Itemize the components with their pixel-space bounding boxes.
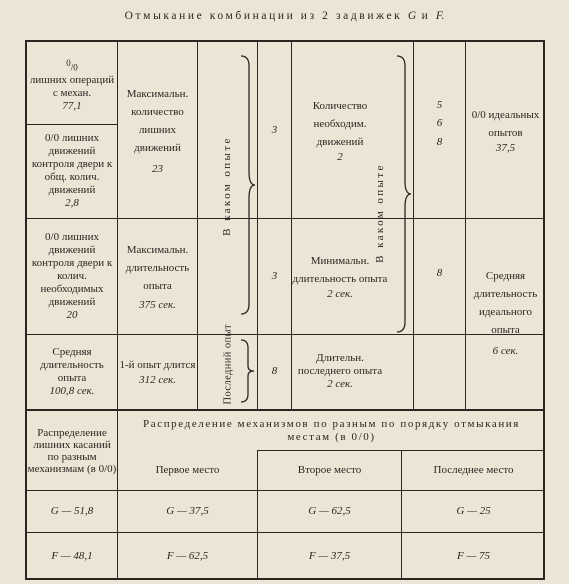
table-cell: F — 75 bbox=[457, 550, 490, 562]
last-trial-duration-label: Длительн. последнего опыта bbox=[297, 352, 383, 377]
ideal-trial-4: 8 bbox=[436, 266, 443, 279]
door-control-total-lead: 0/0 лишних bbox=[45, 132, 99, 144]
first-trial-label: 1-й опыт длится bbox=[119, 359, 196, 371]
extra-ops-value: 77,1 bbox=[62, 100, 82, 113]
door-control-total-cell bbox=[27, 124, 117, 218]
avg-duration-cell bbox=[27, 334, 117, 409]
ideal-pct-label: 0/0 идеальных опытов bbox=[471, 108, 540, 139]
extra-ops-label: лишних операций с механ. bbox=[29, 74, 115, 100]
trial-number-2: 3 bbox=[271, 269, 278, 282]
rule bbox=[197, 42, 198, 409]
extra-ops-cell: $^0$/0 лишних операций с механ. 77,1 bbox=[27, 46, 117, 124]
max-duration-label: Максимальн. длительность опыта bbox=[125, 243, 190, 292]
ideal-avg-duration-cell bbox=[466, 242, 545, 382]
door-control-total-value: 2,8 bbox=[65, 197, 79, 209]
last-trial-duration-cell bbox=[292, 334, 388, 409]
door-control-needed-value: 20 bbox=[66, 308, 78, 321]
door-control-needed-cell bbox=[27, 218, 117, 334]
door-control-needed-lead: 0/0 лишних bbox=[45, 230, 99, 243]
max-extra-moves-label: Максимальн. количество лишних движений bbox=[126, 87, 189, 154]
door-control-total-label: движений контроля двери к общ. колич. движений bbox=[31, 145, 113, 196]
table-title bbox=[0, 10, 569, 22]
ideal-trial-1: 5 bbox=[436, 98, 443, 111]
brace-3 bbox=[393, 54, 413, 334]
touches-distribution-header: Распределение лишних касаний по разным механизмам (в 0/0) bbox=[27, 426, 117, 475]
table-cell: F — 62,5 bbox=[166, 550, 209, 562]
second-place-header: Второе место bbox=[297, 464, 362, 476]
table-cell: G — 51,8 bbox=[50, 505, 94, 517]
max-extra-moves-cell bbox=[118, 42, 197, 218]
first-trial-cell bbox=[118, 334, 197, 409]
ideal-pct-cell bbox=[466, 42, 545, 218]
ideal-pct-value: 37,5 bbox=[495, 141, 516, 154]
data-table bbox=[25, 40, 545, 580]
needed-moves-label: Количество необходим. движений bbox=[312, 99, 368, 148]
max-duration-cell bbox=[118, 218, 197, 334]
table-cell: G — 62,5 bbox=[308, 505, 351, 517]
min-duration-label: Минимальн. длительность опыта bbox=[292, 254, 388, 285]
title-text: Отмыкание комбинации из 2 задвижек bbox=[124, 10, 403, 22]
last-trial-label: Последний опыт bbox=[222, 324, 234, 405]
avg-duration-value: 100,8 сек. bbox=[49, 384, 95, 397]
title-and: и bbox=[421, 10, 431, 22]
table-cell: F — 37,5 bbox=[308, 550, 351, 562]
title-g: G bbox=[407, 10, 417, 22]
avg-duration-label: Средняя длительность опыта bbox=[40, 345, 104, 384]
trial-number-3: 8 bbox=[271, 365, 278, 377]
brace-2 bbox=[237, 338, 257, 404]
last-trial-duration-value: 2 сек. bbox=[327, 378, 353, 390]
max-extra-moves-value: 23 bbox=[152, 162, 163, 175]
table-cell: G — 37,5 bbox=[166, 505, 209, 517]
table-cell: G — 25 bbox=[456, 505, 491, 517]
ideal-trial-2: 6 bbox=[436, 116, 443, 129]
table-cell: F — 48,1 bbox=[51, 550, 93, 562]
brace-1 bbox=[237, 54, 257, 316]
in-which-trial-label-1: В каком опыте bbox=[221, 136, 233, 236]
ideal-trial-3: 8 bbox=[436, 135, 443, 148]
title-f: F. bbox=[435, 10, 445, 22]
ideal-avg-duration-value: 6 сек. bbox=[492, 344, 519, 357]
door-control-needed-label: движений контроля двери к колич. необходимых движений bbox=[31, 243, 113, 308]
needed-moves-value: 2 bbox=[337, 150, 343, 163]
first-trial-value: 312 сек. bbox=[139, 374, 176, 386]
last-place-header: Последнее место bbox=[433, 464, 514, 476]
ideal-avg-duration-label: Средняя длительность идеального опыта bbox=[473, 269, 538, 336]
min-duration-value: 2 сек. bbox=[327, 287, 353, 300]
max-duration-value: 375 сек. bbox=[139, 298, 176, 311]
trial-number-1: 3 bbox=[271, 123, 278, 136]
first-place-header: Первое место bbox=[155, 464, 220, 476]
order-distribution-header: Распределение механизмов по разным по порядку отмыкания местам (в 0/0) bbox=[143, 417, 520, 443]
in-which-trial-label-2: В каком опыте bbox=[374, 163, 386, 263]
